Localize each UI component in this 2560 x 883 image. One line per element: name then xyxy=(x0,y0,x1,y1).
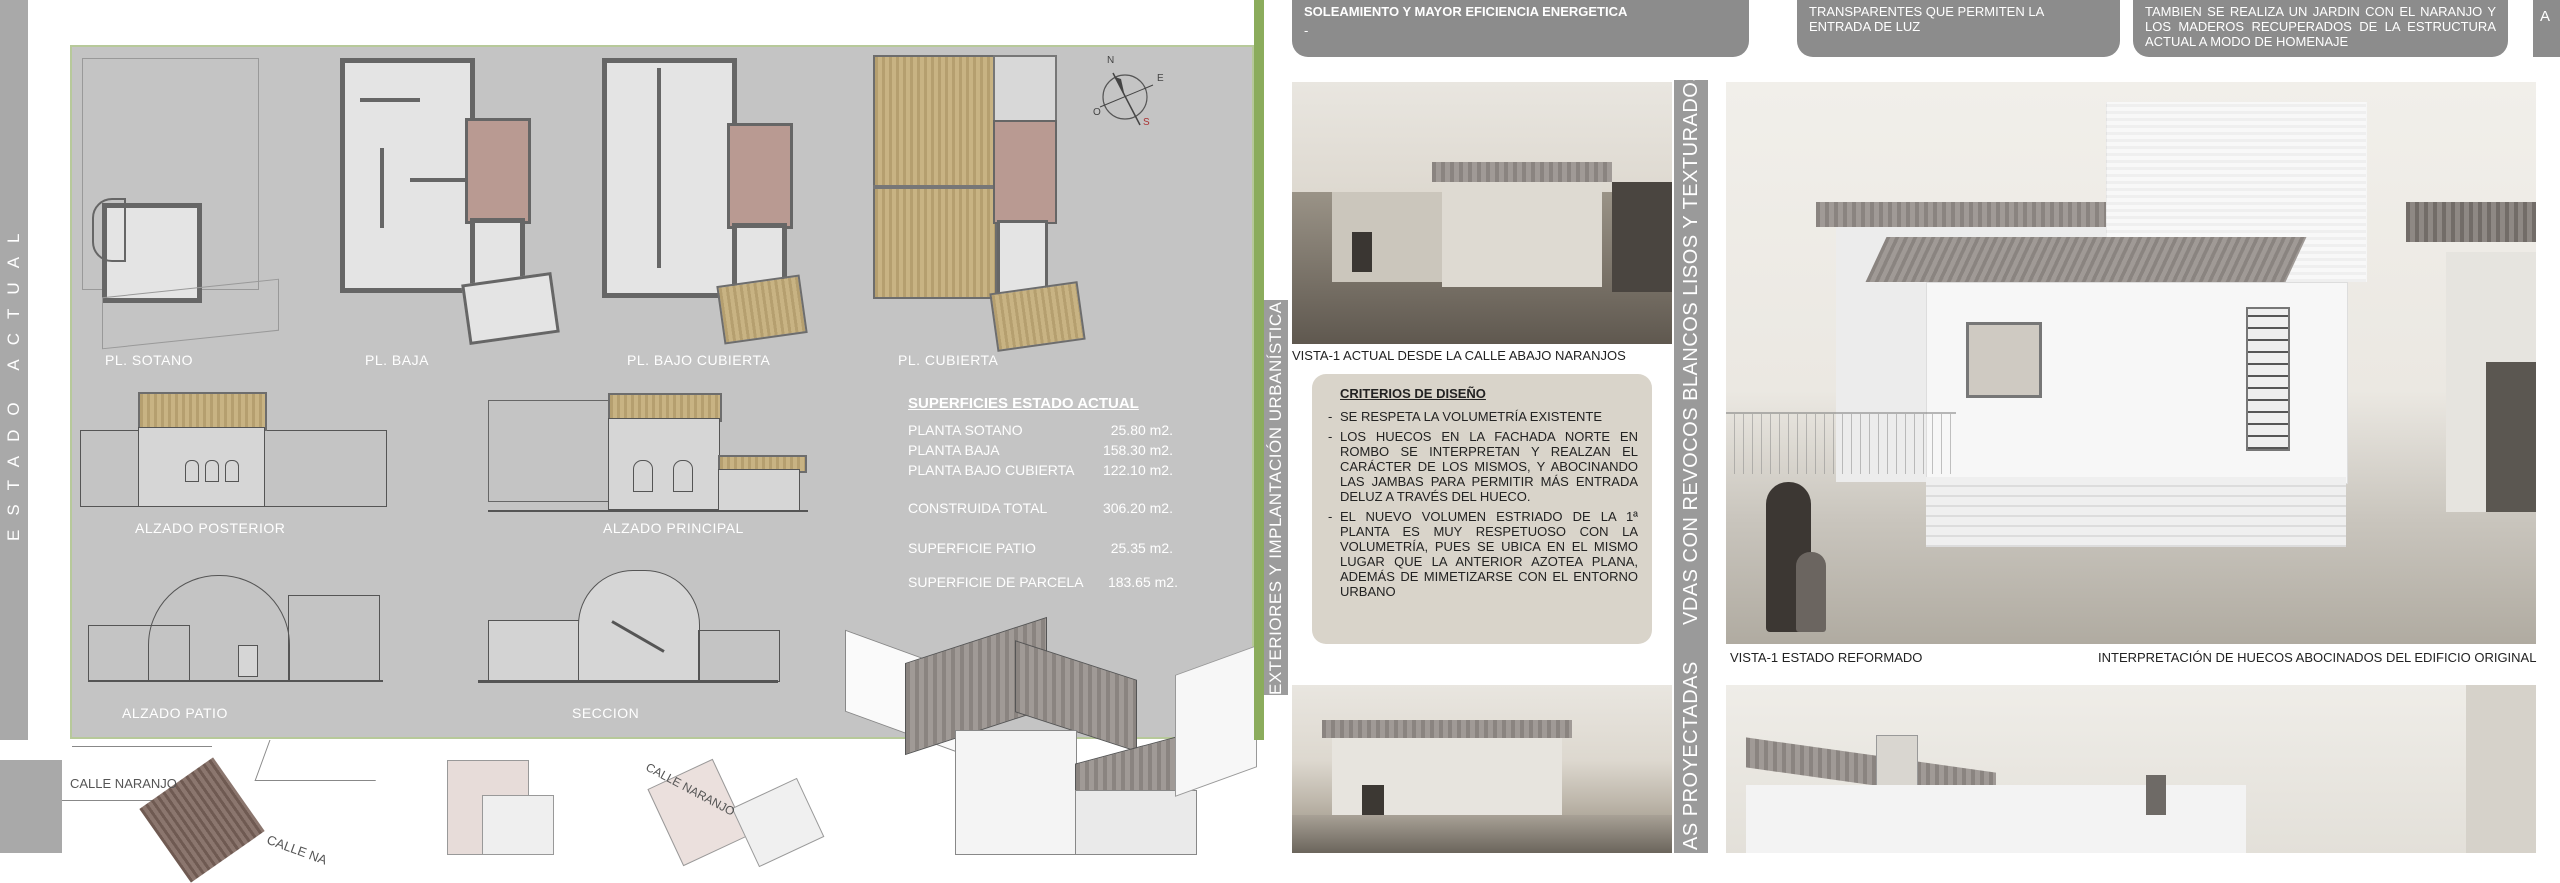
street-label: CALLE NARANJO xyxy=(70,776,177,791)
render-lower xyxy=(1726,685,2536,853)
compass-icon xyxy=(1085,55,1170,135)
criteria-item: - LOS HUECOS EN LA FACHADA NORTE EN ROMBO SE INTERPRETAN Y REALZAN EL CARÁCTER DE LOS MISMOS, Y ABOCINANDO LAS JAMBAS PARA PERMITIR MÁS ENTRADA DELUZ A TRAVÉS DEL HUECO. xyxy=(1340,429,1638,504)
top-box-jardin xyxy=(2133,0,2508,57)
plan-bajo-cubierta-drawing xyxy=(602,58,817,343)
left-lower-strip xyxy=(0,760,62,853)
surf-row-name: PLANTA SOTANO xyxy=(908,422,1023,438)
criteria-title: CRITERIOS DE DISEÑO xyxy=(1340,386,1486,401)
criteria-item: - SE RESPETA LA VOLUMETRÍA EXISTENTE xyxy=(1340,409,1638,424)
top-box-soleamiento xyxy=(1292,0,1749,57)
caption-vista-actual: VISTA-1 ACTUAL DESDE LA CALLE ABAJO NARANJOS xyxy=(1292,348,1626,363)
superficies-title: SUPERFICIES ESTADO ACTUAL xyxy=(908,395,1139,412)
left-strip-title: ESTADO ACTUAL xyxy=(4,219,23,541)
alzado-principal-label: ALZADO PRINCIPAL xyxy=(603,520,744,536)
alzado-patio-drawing xyxy=(88,565,388,690)
top-box-luz xyxy=(1797,0,2120,57)
site-plan xyxy=(62,740,842,853)
photo-vista-actual xyxy=(1292,82,1672,344)
surf-parcela-row xyxy=(908,574,1178,590)
surf-row-value: 25.35 m2. xyxy=(1110,540,1173,556)
surf-row xyxy=(908,442,1173,458)
surf-row-name: SUPERFICIE PATIO xyxy=(908,540,1036,556)
axonometric-view xyxy=(845,620,1275,853)
surf-row xyxy=(908,422,1173,438)
surf-row-value: 158.30 m2. xyxy=(1102,442,1173,458)
caption-vista-reformado: VISTA-1 ESTADO REFORMADO xyxy=(1730,650,1923,665)
compass-s: S xyxy=(1143,117,1150,128)
alzado-patio-label: ALZADO PATIO xyxy=(122,705,228,721)
vertical-title-revocos: VDAS CON REVOCOS BLANCOS LISOS Y TEXTURADOS xyxy=(1680,67,1702,625)
surf-row-name: SUPERFICIE DE PARCELA xyxy=(908,574,1084,590)
superficies-table xyxy=(908,395,1188,590)
right-strip-letter: A xyxy=(2540,8,2551,25)
surf-row-name: CONSTRUIDA TOTAL xyxy=(908,500,1048,516)
alzado-posterior-label: ALZADO POSTERIOR xyxy=(135,520,286,536)
surf-row-name: PLANTA BAJO CUBIERTA xyxy=(908,462,1075,478)
street-label: CALLE NARANJO xyxy=(643,760,738,819)
plan-cubierta-drawing xyxy=(873,55,1093,345)
vertical-title-exteriores: EXTERIORES Y IMPLANTACIÓN URBANÍSTICA xyxy=(1264,300,1288,695)
top-box-text: TAMBIEN SE REALIZA UN JARDIN CON EL NARANJO Y LOS MADEROS RECUPERADOS DE LA ESTRUCTURA ACTUAL A MODO DE HOMENAJE xyxy=(2145,4,2496,49)
plan-baja-drawing xyxy=(340,58,555,343)
criterios-diseno-box xyxy=(1312,374,1652,644)
surf-row-value: 122.10 m2. xyxy=(1102,462,1173,478)
render-vista-reformado xyxy=(1726,82,2536,644)
caption-interpretacion: INTERPRETACIÓN DE HUECOS ABOCINADOS DEL EDIFICIO ORIGINAL xyxy=(2098,650,2537,665)
alzado-principal-drawing xyxy=(488,385,813,520)
plan-sotano-label: PL. SOTANO xyxy=(105,352,193,368)
criteria-item: - EL NUEVO VOLUMEN ESTRIADO DE LA 1ª PLANTA ES MUY RESPETUOSO CON LA VOLUMETRÍA, PUES SE UBICA EN EL MISMO LUGAR QUE LA ANTERIOR AZOTEA PLANA, ADEMÁS DE MIMETIZARSE CON EL ENTORNO URBANO xyxy=(1340,509,1638,599)
compass-n: N xyxy=(1107,55,1115,66)
seccion-drawing xyxy=(478,565,783,690)
compass-o: O xyxy=(1093,107,1101,118)
plan-cubierta-label: PL. CUBIERTA xyxy=(898,352,999,368)
surf-row xyxy=(908,462,1173,478)
criteria-list xyxy=(1326,409,1638,599)
top-box-dash: - xyxy=(1304,23,1309,38)
plan-bajo-cubierta-label: PL. BAJO CUBIERTA xyxy=(627,352,771,368)
vertical-title-proyectadas: AS PROYECTADAS xyxy=(1680,661,1702,850)
compass-e: E xyxy=(1157,73,1164,84)
surf-row-name: PLANTA BAJA xyxy=(908,442,1000,458)
divider-green-bar xyxy=(1254,0,1264,740)
plan-baja-label: PL. BAJA xyxy=(365,352,429,368)
surf-patio-row xyxy=(908,540,1173,556)
surf-row-value: 183.65 m2. xyxy=(1107,574,1178,590)
photo-lower-left xyxy=(1292,685,1672,853)
surf-row-value: 25.80 m2. xyxy=(1110,422,1173,438)
surf-row-value: 306.20 m2. xyxy=(1102,500,1173,516)
top-box-text: SOLEAMIENTO Y MAYOR EFICIENCIA ENERGETICA xyxy=(1304,4,1628,19)
street-label: CALLE NA xyxy=(264,832,330,868)
top-box-text: TRANSPARENTES QUE PERMITEN LA ENTRADA DE LUZ xyxy=(1809,4,2044,34)
plan-sotano-drawing xyxy=(82,58,292,343)
alzado-posterior-drawing xyxy=(80,390,390,510)
seccion-label: SECCION xyxy=(572,705,640,721)
surf-total-row xyxy=(908,500,1173,516)
